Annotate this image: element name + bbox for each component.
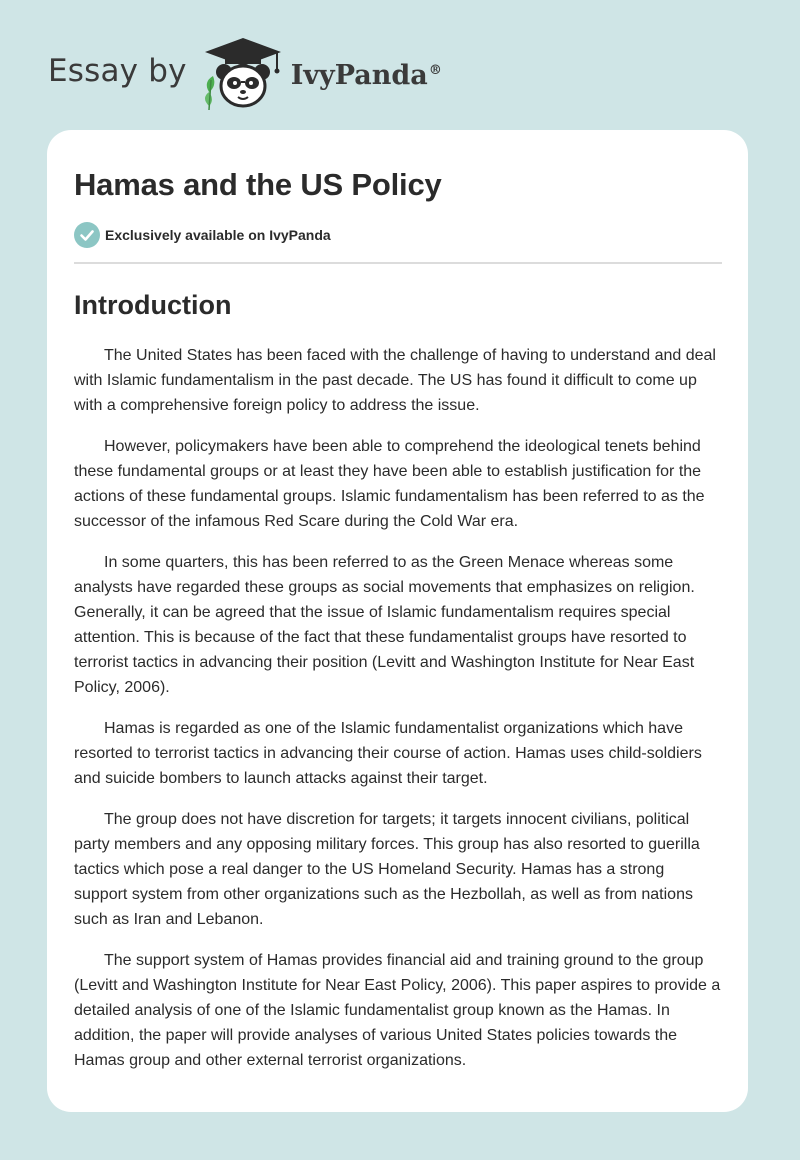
essay-by-label: Essay by: [48, 53, 187, 89]
paragraph: The United States has been faced with the challenge of having to understand and deal with Islamic fundamentalism in the past decade. The US has found it difficult to come up with a comprehensive foreign policy to address the issue.: [74, 347, 716, 414]
divider: [74, 262, 722, 264]
brand-name: IvyPanda®: [290, 59, 442, 91]
paragraph: However, policymakers have been able to comprehend the ideological tenets behind these fundamental groups or at least they have been able to establish justification for the actions of these fundamental groups. Islamic fundamentalism has been referred to as the successor of the infamous Red Scare during the Cold War era.: [74, 438, 705, 530]
paragraph: The group does not have discretion for targets; it targets innocent civilians, political party members and any opposing military forces. This group has also resorted to guerilla tactics which pose a real danger to the US Homeland Security. Hamas has a strong support system from other organizations such as the Hezbollah, as well as from nations such as Iran and Lebanon.: [74, 811, 700, 928]
check-circle-icon: [74, 222, 100, 248]
panda-graduate-icon: [201, 36, 285, 112]
page-title: Hamas and the US Policy: [74, 167, 442, 202]
site-header: [48, 34, 442, 114]
essay-body: [74, 343, 722, 1073]
essay-card: [47, 130, 748, 1112]
paragraph: The support system of Hamas provides financial aid and training ground to the group (Levitt and Washington Institute for Near East Policy, 2006). This paper aspires to provide a detailed analysis of one of the Islamic fundamentalist group known as the Hamas. In addition, the paper will provide analyses of various United States policies towards the Hamas group and other external terrorist organizations.: [74, 952, 721, 1069]
exclusive-badge: [74, 222, 722, 248]
badge-label: Exclusively available on IvyPanda: [105, 227, 331, 243]
paragraph: In some quarters, this has been referred to as the Green Menace whereas some analysts have regarded these groups as social movements that emphasizes on religion. Generally, it can be agreed that the issue of Islamic fundamentalism requires special attention. This is because of the fact that these fundamentalist groups have resorted to terrorist tactics in advancing their position (Levitt and Washington Institute for Near East Policy, 2006).: [74, 554, 695, 696]
paragraph: Hamas is regarded as one of the Islamic fundamentalist organizations which have resorted to terrorist tactics in advancing their course of action. Hamas uses child-soldiers and suicide bombers to launch attacks against their target.: [74, 720, 702, 787]
section-heading: Introduction: [74, 290, 232, 320]
